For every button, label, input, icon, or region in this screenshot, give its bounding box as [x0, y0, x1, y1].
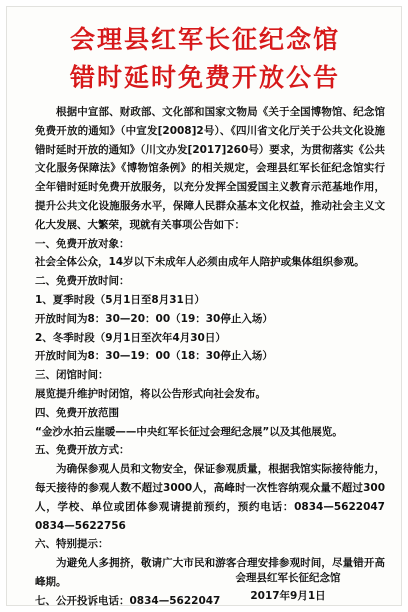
- section-4-title: 四、免费开放范围: [35, 406, 119, 419]
- section-1-title: 一、免费开放对象：: [35, 237, 130, 250]
- section-1-text: 社会全体公众，14岁以下未成年人必须由成年人陪护或集体组织参观。: [35, 256, 365, 269]
- section-5-title: 五、免费开放方式：: [35, 444, 130, 457]
- notice-board: [6, 6, 402, 606]
- signature-org: 会理县红军长征纪念馆: [235, 572, 341, 584]
- section-6-title: 六、特别提示：: [35, 538, 109, 551]
- section-2-title: 二、免费开放时间：: [35, 275, 130, 288]
- section-3-title: 三、闭馆时间：: [35, 369, 109, 382]
- section-5-text: 为确保参观人员和文物安全，保证参观质量，根据我馆实际接待能力，每天接待的参观人数不超过3000人，高峰时一次性容纳观众量不超过300人，学校、单位或团体参观请提前预约，预约电话：0834—5622047 0834—5622756: [35, 463, 396, 532]
- summer-period: 1、夏季时段（5月1日至8月31日）: [35, 293, 205, 306]
- section-4-text: “金沙水拍云崖暖——中央红军长征过会理纪念展”以及其他展览。: [35, 425, 343, 438]
- winter-hours: 开放时间为8：30—19：00（18：30停止入场）: [35, 350, 273, 363]
- section-3-text: 展览提升维护时闭馆，将以公告形式向社会发布。: [35, 387, 266, 400]
- notice-title-line2: 错时延时免费开放公告: [69, 63, 340, 92]
- section-6-text: 为避免人多拥挤，敬请广大市民和游客合理安排参观时间，尽量错开高峰期。: [35, 557, 385, 588]
- summer-hours: 开放时间为8：30—20：00（19：30停止入场）: [35, 312, 273, 325]
- section-7-complaint-phone: 七、公开投诉电话：0834—5622047: [35, 594, 221, 607]
- winter-period: 2、冬季时段（9月1日至次年4月30日）: [35, 331, 226, 344]
- notice-body: [35, 103, 396, 611]
- intro-paragraph: 根据中宣部、财政部、文化部和国家文物局《关于全国博物馆、纪念馆免费开放的通知》（中宣发[2008]2号）、《四川省文化厅关于公共文化设施错时延时开放的通知》（川文办发[2017]260号）要求，为贯彻落实《公共文化服务保障法》《博物馆条例》的相关规定，会理县红军长征纪念馆实行全年错时延时免费开放服务，以充分发挥全国爱国主义教育示范基地作用，提升公共文化设施服务水平，保障人民群众基本文化权益，推动社会主义文化大发展、大繁荣，现就有关事项公告如下：: [35, 106, 385, 231]
- signature-date: 2017年9月1日: [250, 590, 326, 602]
- notice-title-line1: 会理县红军长征纪念馆: [69, 25, 340, 54]
